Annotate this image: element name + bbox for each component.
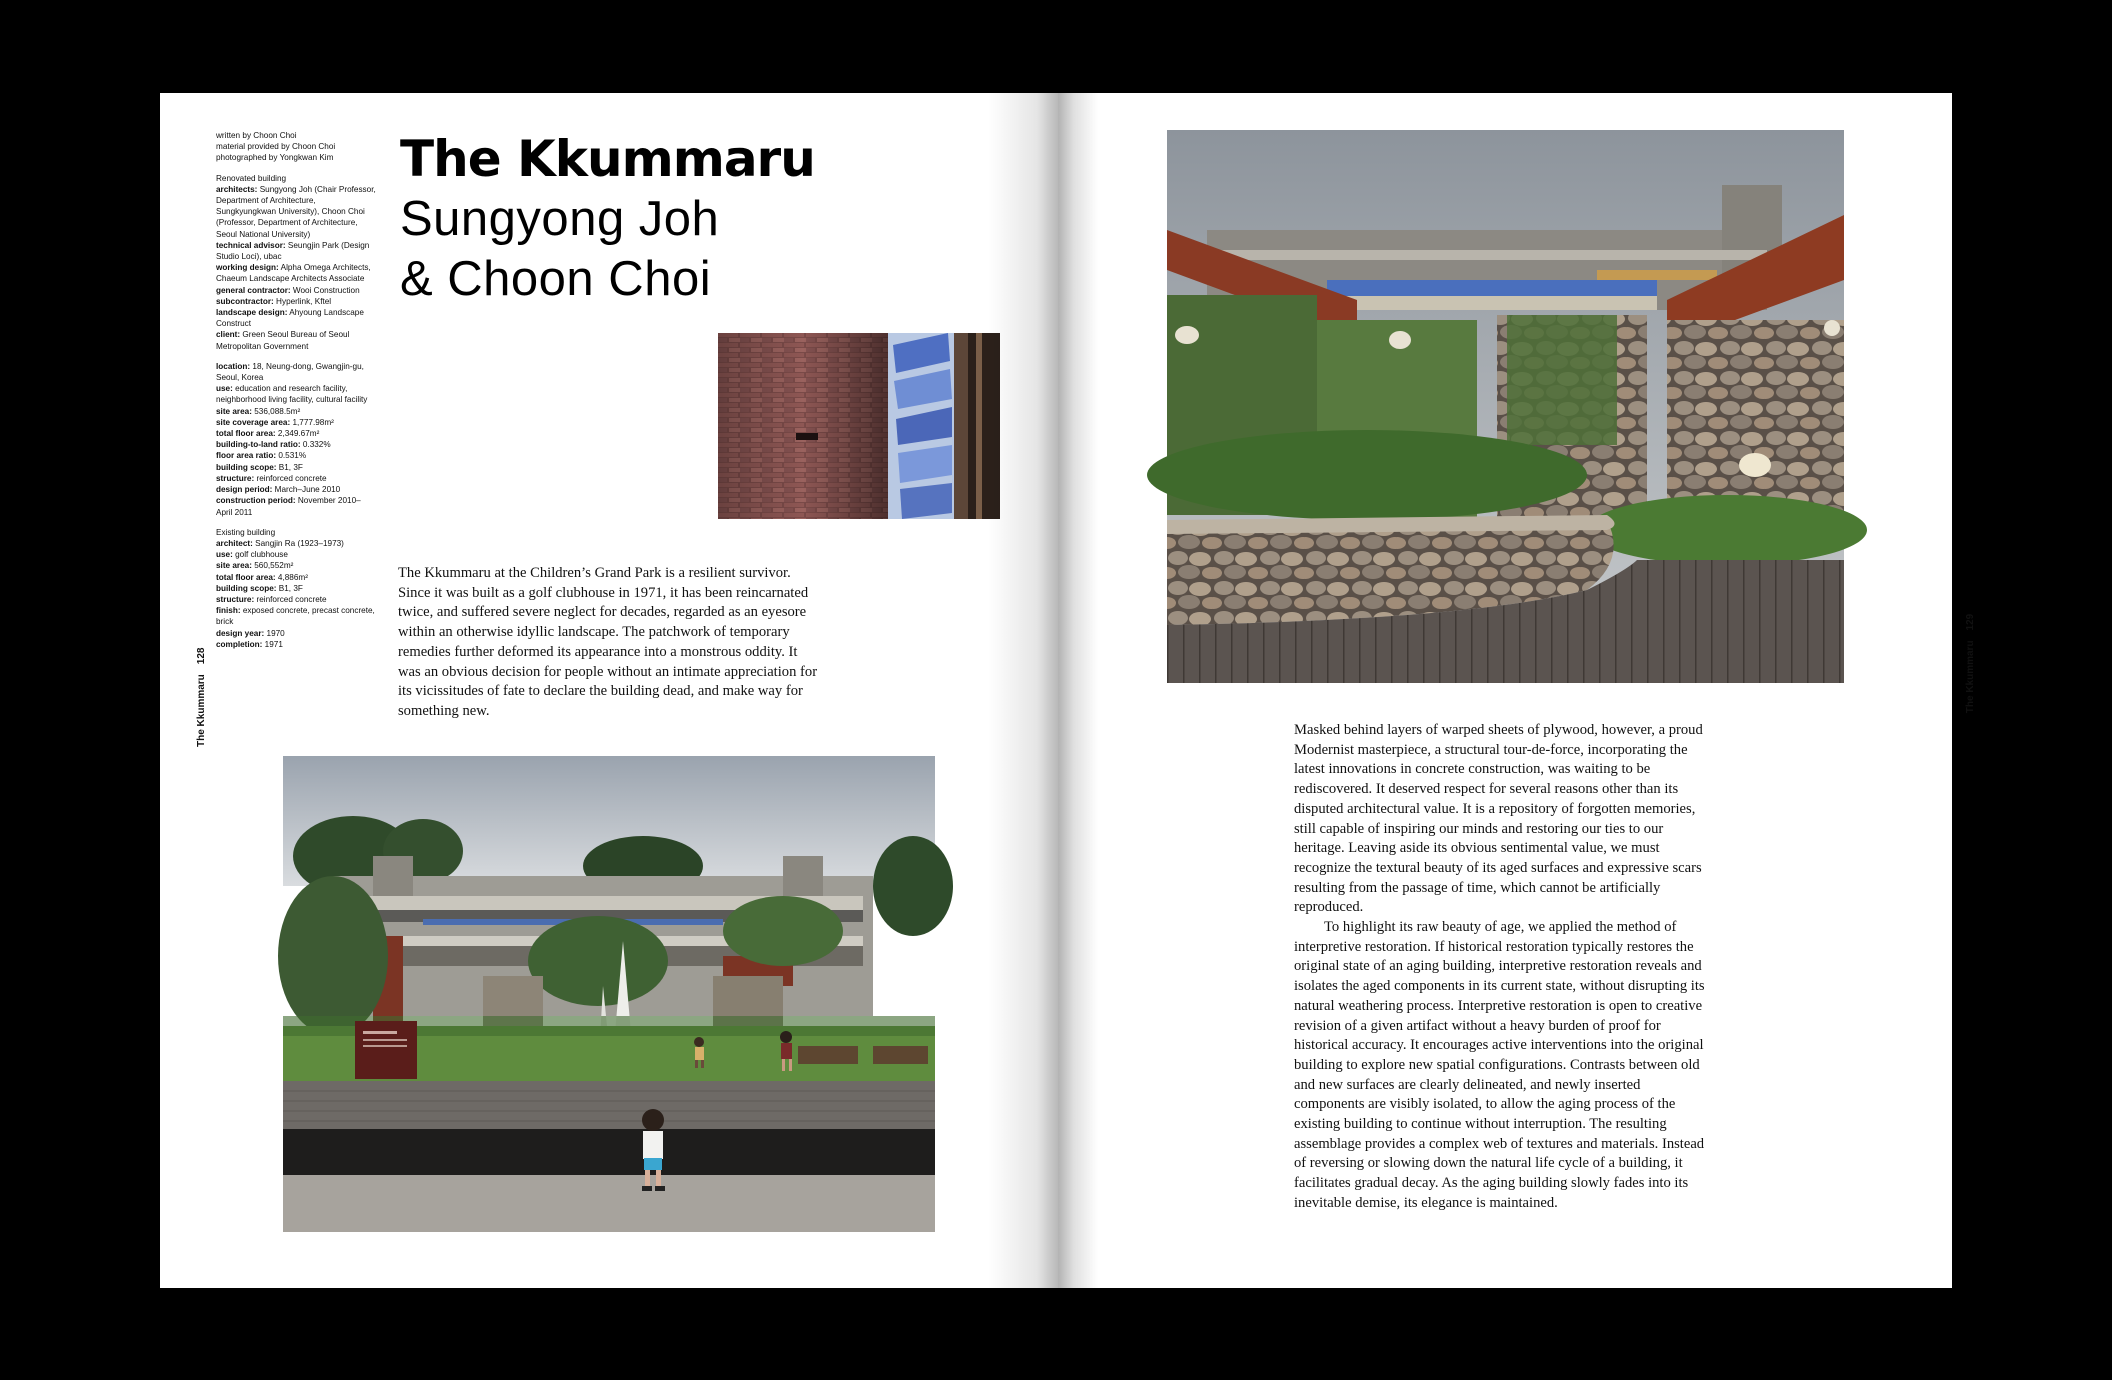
credit-field-label: total floor area: bbox=[216, 429, 276, 439]
credit-field bbox=[216, 538, 376, 549]
credit-field-label: client: bbox=[216, 330, 241, 340]
credit-field-label: technical advisor: bbox=[216, 240, 286, 250]
credit-field bbox=[216, 262, 376, 284]
intro-paragraph bbox=[398, 564, 820, 722]
credit-field bbox=[216, 417, 376, 428]
credit-field-value: education and research facility, neighborhood living facility, cultural facility bbox=[216, 384, 368, 405]
credit-field bbox=[216, 307, 376, 329]
credit-field-value: Wooi Construction bbox=[290, 285, 360, 295]
project-credits bbox=[216, 130, 376, 659]
credit-field-value: 560,552m² bbox=[251, 561, 294, 571]
title-line-3: & Choon Choi bbox=[400, 252, 712, 306]
written-by: written by Choon Choi bbox=[216, 131, 297, 140]
credit-field bbox=[216, 439, 376, 450]
credit-field-label: site area: bbox=[216, 406, 252, 416]
author-credits bbox=[216, 130, 376, 164]
credit-field bbox=[216, 406, 376, 417]
credit-field-label: architect: bbox=[216, 538, 253, 548]
credit-field-label: structure: bbox=[216, 594, 255, 604]
existing-heading: Existing building bbox=[216, 527, 276, 537]
credit-field-label: general contractor: bbox=[216, 285, 291, 295]
page-number-right: 129 bbox=[1965, 613, 1977, 631]
credit-field bbox=[216, 285, 376, 296]
credit-field-value: November 2010–April 2011 bbox=[216, 496, 361, 517]
credit-field bbox=[216, 296, 376, 307]
credit-field bbox=[216, 450, 376, 461]
title-line-2: Sungyong Joh bbox=[400, 192, 720, 246]
credit-field-value: 1971 bbox=[262, 639, 283, 649]
article-title bbox=[400, 129, 815, 309]
existing-building-info bbox=[216, 527, 376, 650]
site-info bbox=[216, 361, 376, 518]
credit-field-value: Seungjin Park (Design Studio Loci), ubac bbox=[216, 240, 370, 262]
credit-field-value: reinforced concrete bbox=[254, 594, 327, 604]
credit-field-label: building-to-land ratio: bbox=[216, 440, 301, 450]
credit-field-value: exposed concrete, precast concrete, brick bbox=[216, 606, 375, 627]
renovated-heading: Renovated building bbox=[216, 173, 287, 183]
credit-field-value: B1, 3F bbox=[276, 462, 303, 472]
building-exterior-photo bbox=[283, 756, 935, 1232]
stone-wall-courtyard-photo bbox=[1167, 130, 1844, 683]
credit-field-value: 4,886m² bbox=[275, 572, 308, 582]
credit-field bbox=[216, 428, 376, 439]
credit-field bbox=[216, 240, 376, 262]
gutter-shadow-left bbox=[988, 93, 1058, 1288]
credit-field-label: architects: bbox=[216, 184, 258, 194]
detail-photo bbox=[718, 333, 1000, 519]
credit-field-value: golf clubhouse bbox=[232, 550, 288, 560]
credit-field-value: 0.332% bbox=[300, 440, 331, 450]
credit-field-label: location: bbox=[216, 361, 251, 371]
page-number-left: 128 bbox=[196, 647, 207, 665]
right-page bbox=[1058, 93, 1977, 1288]
credit-field bbox=[216, 383, 376, 405]
body-paragraph-2: To highlight its raw beauty of age, we applied the method of interpretive restoration. If historical restoration typically restores the original state of an aging building, interpretive restoration reveals and isolates the aged components in its current state, without disrupting its natural weathering process. Interpretive restoration is open to creative revision of a given artifact without a heavy burden of proof for historical accuracy. It encourages active interventions into the original building to explore new spatial configurations. Contrasts between old and new surfaces are clearly delineated, and newly inserted components are visibly isolated, to allow the aging process of the existing building to continue without interruption. The resulting assemblage provides a complex web of textures and materials. Instead of reversing or slowing down the natural life cycle of a building, it facilitates gradual decay. As the aging building slowly fades into its inevitable demise, its elegance is maintained. bbox=[1294, 919, 1705, 1211]
credit-field-label: design period: bbox=[216, 485, 273, 495]
credit-field-value: 2,349.67m² bbox=[275, 429, 320, 439]
credit-field-label: landscape design: bbox=[216, 308, 288, 318]
credit-field-value: Alpha Omega Architects, Chaeum Landscape Architects Associate bbox=[216, 263, 371, 284]
credit-field bbox=[216, 462, 376, 473]
credit-field-value: reinforced concrete bbox=[254, 473, 327, 483]
credit-field-label: construction period: bbox=[216, 496, 296, 506]
credit-field-value: Green Seoul Bureau of Seoul Metropolitan Government bbox=[216, 330, 350, 351]
gutter-shadow-right bbox=[1058, 93, 1098, 1288]
intro-text: The Kkummaru at the Children’s Grand Park is a resilient survivor. Since it was built as a golf clubhouse in 1971, it has been reincarnated twice, and suffered severe neglect for decades, regarded as an eyesore within an otherwise idyllic landscape. The patchwork of temporary remedies further deformed its appearance into a monstrous oddity. It was an obvious decision for people without an intimate appreciation for its vicissitudes of fate to declare the building dead, and make way for something new. bbox=[398, 565, 818, 719]
credit-field bbox=[216, 572, 376, 583]
photographed-by: photographed by Yongkwan Kim bbox=[216, 153, 334, 163]
credit-field bbox=[216, 560, 376, 571]
credit-field bbox=[216, 628, 376, 639]
credit-field-label: total floor area: bbox=[216, 572, 276, 582]
running-head-left bbox=[196, 638, 207, 747]
credit-field bbox=[216, 583, 376, 594]
credit-field-value: 1970 bbox=[264, 628, 285, 638]
credit-field-label: building scope: bbox=[216, 583, 277, 593]
credit-field-label: use: bbox=[216, 384, 233, 394]
credit-field bbox=[216, 184, 376, 240]
credit-field bbox=[216, 361, 376, 383]
credit-field bbox=[216, 473, 376, 484]
credit-field-value: Ahyoung Landscape Construct bbox=[216, 308, 364, 329]
credit-field-value: B1, 3F bbox=[276, 583, 303, 593]
credit-field-label: building scope: bbox=[216, 462, 277, 472]
credit-field-label: working design: bbox=[216, 263, 279, 273]
credit-field-label: completion: bbox=[216, 639, 263, 649]
credit-field-value: March–June 2010 bbox=[272, 485, 341, 495]
running-head-title: The Kkummaru bbox=[1965, 640, 1977, 714]
credit-field-label: floor area ratio: bbox=[216, 451, 277, 461]
left-page bbox=[160, 93, 1058, 1288]
credit-field bbox=[216, 549, 376, 560]
credit-field-value: 1,777.98m² bbox=[290, 417, 334, 427]
credit-field-label: use: bbox=[216, 550, 233, 560]
credit-field-label: subcontractor: bbox=[216, 296, 274, 306]
credit-field-label: design year: bbox=[216, 628, 265, 638]
credit-field-label: finish: bbox=[216, 606, 241, 616]
building-exterior-image bbox=[283, 756, 935, 1232]
credit-field-label: site area: bbox=[216, 561, 252, 571]
renovated-building-info bbox=[216, 173, 376, 352]
credit-field-value: 0.531% bbox=[276, 451, 307, 461]
material-by: material provided by Choon Choi bbox=[216, 142, 336, 152]
credit-field-value: 18, Neung-dong, Gwangjin-gu, Seoul, Korea bbox=[216, 361, 364, 383]
title-line-1: The Kkummaru bbox=[400, 130, 815, 188]
credit-field-value: Sungyong Joh (Chair Professor, Department of Architecture, Sungkyungkwan University), Choon Choi (Professor, Department of Architecture, Seoul National University) bbox=[216, 184, 376, 239]
credit-field bbox=[216, 329, 376, 351]
credit-field bbox=[216, 594, 376, 605]
stone-wall-courtyard-image bbox=[1167, 130, 1844, 683]
main-body-text bbox=[1294, 721, 1714, 1214]
detail-photo-image bbox=[718, 333, 1000, 519]
credit-field-value: Hyperlink, Kftel bbox=[273, 296, 332, 306]
body-paragraph-1: Masked behind layers of warped sheets of plywood, however, a proud Modernist masterpiece, a structural tour-de-force, incorporating the latest innovations in concrete construction, was waiting to be rediscovered. It deserved respect for several reasons other than its disputed architectural value. It is a repository of forgotten memories, still capable of inspiring our minds and restoring our ties to our heritage. Leaving aside its obvious sentimental value, we must recognize the textural beauty of its aged surfaces and expressive scars resulting from the passage of time, which cannot be artificially reproduced. bbox=[1294, 722, 1703, 916]
credit-field-value: 536,088.5m² bbox=[251, 406, 301, 416]
running-head-right bbox=[1965, 604, 1976, 713]
credit-field bbox=[216, 639, 376, 650]
credit-field-label: site coverage area: bbox=[216, 417, 291, 427]
running-head-title: The Kkummaru bbox=[196, 674, 207, 747]
credit-field bbox=[216, 495, 376, 517]
credit-field-label: structure: bbox=[216, 473, 255, 483]
credit-field bbox=[216, 605, 376, 627]
credit-field-value: Sangjin Ra (1923–1973) bbox=[252, 538, 344, 548]
credit-field bbox=[216, 484, 376, 495]
